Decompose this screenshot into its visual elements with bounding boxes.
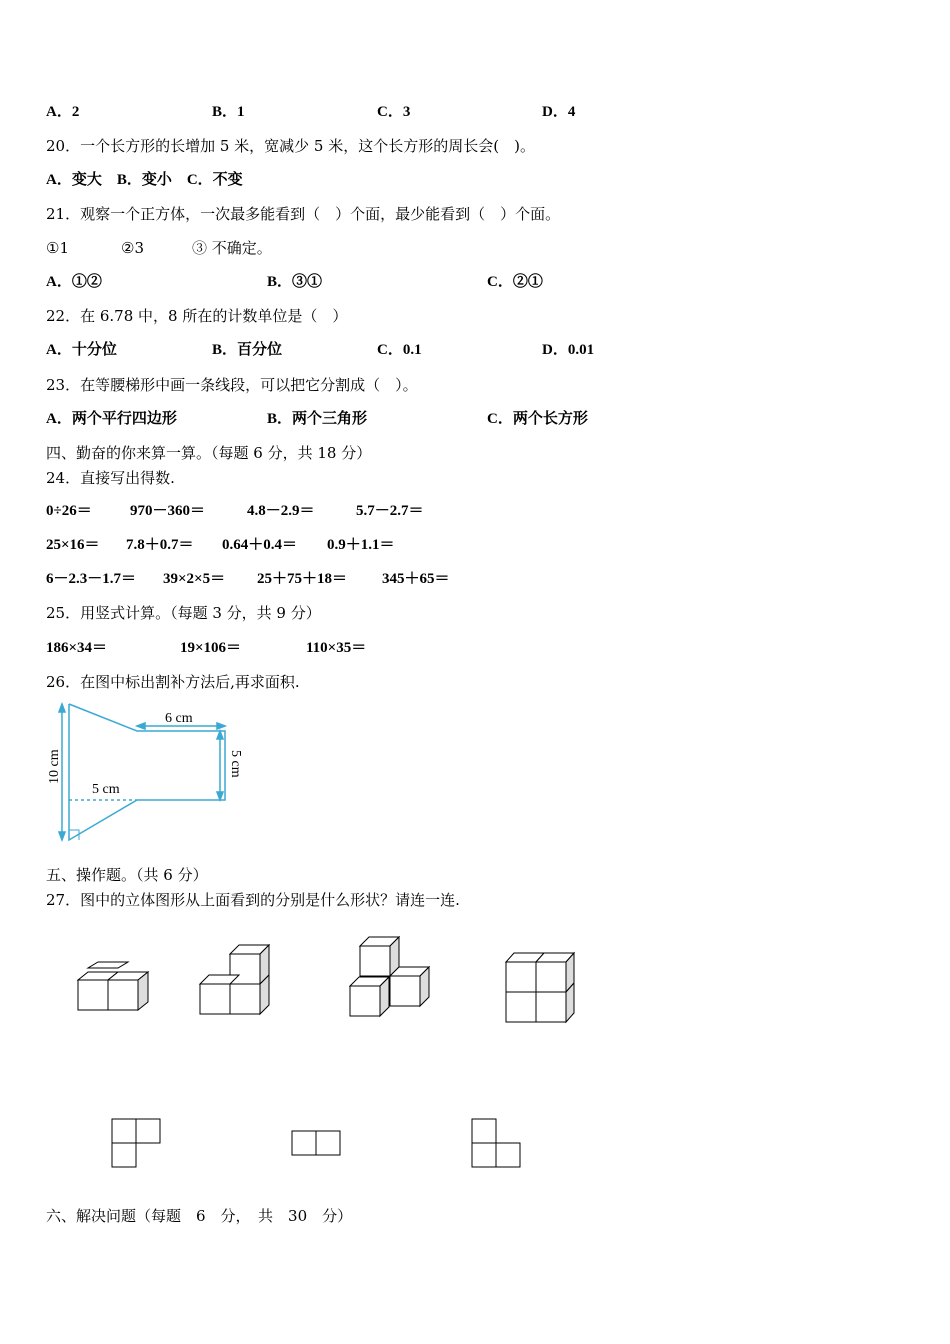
solid-figure-2: [196, 942, 276, 1022]
top-view-1: [111, 1118, 163, 1170]
q24-item: 25＋75＋18＝: [257, 571, 348, 587]
solid-figure-4: [502, 950, 582, 1030]
q19-option-c: C．3: [377, 104, 411, 120]
q21-question: 21．观察一个正方体，一次最多能看到（ ）个面，最少能看到（ ）个面。: [46, 205, 561, 223]
q21-choice-2: ②3: [121, 239, 144, 257]
q26-label-right: 5 cm: [228, 750, 243, 778]
q24-item: 0÷26＝: [46, 503, 92, 519]
q24-item: 5.7－2.7＝: [356, 503, 424, 519]
q20-question: 20．一个长方形的长增加 5 米，宽减少 5 米，这个长方形的周长会( )。: [46, 137, 535, 155]
q25-item: 186×34＝: [46, 640, 108, 656]
q24-item: 0.64＋0.4＝: [222, 537, 298, 553]
q23-option-b: B．两个三角形: [267, 411, 368, 427]
q24-item: 0.9＋1.1＝: [327, 537, 395, 553]
q24-item: 39×2×5＝: [163, 571, 226, 587]
q22-option-a: A．十分位: [46, 342, 117, 358]
q26-outline: [69, 704, 225, 840]
q24-item: 970－360＝: [130, 503, 206, 519]
top-view-3: [471, 1118, 523, 1170]
q22-question: 22．在 6.78 中，8 所在的计数单位是（ ）: [46, 307, 348, 325]
q26-figure: [40, 698, 260, 848]
q25-item: 19×106＝: [180, 640, 242, 656]
q21-option-b: B．③①: [267, 274, 323, 290]
q21-choice-1: ①1: [46, 239, 69, 257]
q23-question: 23．在等腰梯形中画一条线段，可以把它分割成（ ）。: [46, 376, 418, 394]
section4-title: 四、勤奋的你来算一算。（每题 6 分，共 18 分）: [46, 444, 372, 462]
q24-item: 25×16＝: [46, 537, 100, 553]
section6-title: 六、解决问题（每题 6 分， 共 30 分）: [46, 1207, 353, 1225]
section5-title: 五、操作题。（共 6 分）: [46, 866, 208, 884]
q23-option-a: A．两个平行四边形: [46, 411, 177, 427]
q24-item: 345＋65＝: [382, 571, 450, 587]
q26-label-left: 10 cm: [47, 749, 62, 784]
solid-figure-1: [74, 958, 154, 1018]
q19-option-d: D．4: [542, 104, 576, 120]
solid-figure-3: [346, 934, 436, 1024]
q24-item: 7.8＋0.7＝: [126, 537, 194, 553]
top-view-2: [291, 1130, 343, 1158]
q26-arrow-down: [59, 832, 65, 840]
q22-option-d: D．0.01: [542, 342, 595, 358]
q25-item: 110×35＝: [306, 640, 367, 656]
q26-label-top: 6 cm: [165, 711, 193, 726]
q27-question: 27．图中的立体图形从上面看到的分别是什么形状？请连一连.: [46, 891, 460, 909]
q24-item: 6－2.3－1.7＝: [46, 571, 137, 587]
q24-question: 24．直接写出得数.: [46, 469, 175, 487]
q21-choice-3: ③ 不确定。: [192, 239, 272, 257]
q20-options: A．变大 B．变小 C．不变: [46, 172, 243, 188]
q24-item: 4.8－2.9＝: [247, 503, 315, 519]
q26-arrow-up: [59, 704, 65, 712]
q26-label-bottom: 5 cm: [92, 782, 120, 797]
q22-option-c: C．0.1: [377, 342, 422, 358]
q26-question: 26．在图中标出割补方法后,再求面积.: [46, 673, 300, 691]
q21-option-a: A．①②: [46, 274, 102, 290]
q19-option-a: A．2: [46, 104, 80, 120]
q22-option-b: B．百分位: [212, 342, 283, 358]
q21-option-c: C．②①: [487, 274, 543, 290]
q19-option-b: B．1: [212, 104, 245, 120]
q25-question: 25．用竖式计算。（每题 3 分，共 9 分）: [46, 604, 321, 622]
q23-option-c: C．两个长方形: [487, 411, 588, 427]
